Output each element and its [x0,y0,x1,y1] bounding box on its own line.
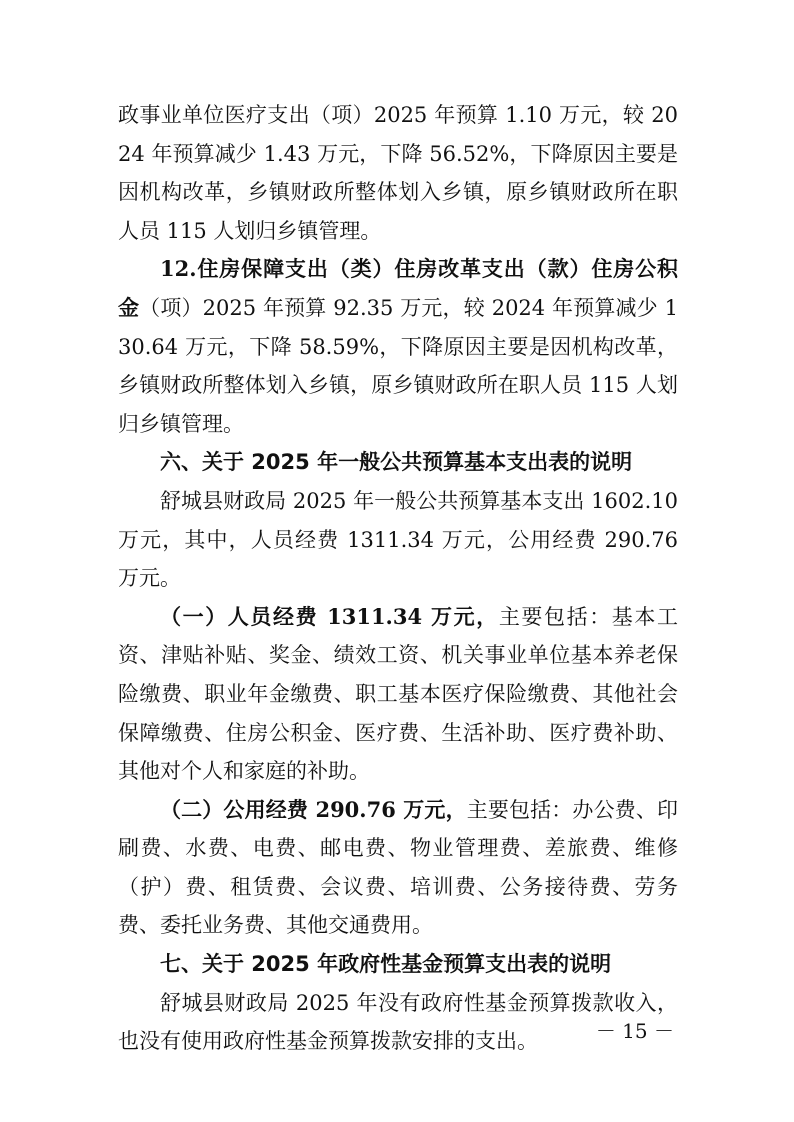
page-number: － 15 － [595,1019,674,1043]
paragraph-public-expense [118,791,678,945]
housing-fund-item-title: 12.住房保障支出（类）住房改革支出（款）住房公积金 [118,256,678,320]
paragraph-personnel-expense [118,598,678,791]
paragraph-basic-expense-summary: 舒城县财政局 2025 年一般公共预算基本支出 1602.10 万元，其中，人员经费 1311.34 万元，公用经费 290.76 万元。 [118,488,678,591]
section-heading-6: 六、关于 2025 年一般公共预算基本支出表的说明 [160,450,633,475]
personnel-expense-title: （一）人员经费 1311.34 万元， [160,603,499,629]
personnel-expense-text: 主要包括：基本工资、津贴补贴、奖金、绩效工资、机关事业单位基本养老保险缴费、职业年金缴费、职工基本医疗保险缴费、其他社会保障缴费、住房公积金、医疗费、生活补助、医疗费补助、其他对个人和家庭的补助。 [118,604,679,784]
public-expense-text: 主要包括：办公费、印刷费、水费、电费、邮电费、物业管理费、差旅费、维修（护）费、租赁费、会议费、培训费、公务接待费、劳务费、委托业务费、其他交通费用。 [118,797,679,938]
paragraph-housing-fund [118,250,678,443]
section-heading-7: 七、关于 2025 年政府性基金预算支出表的说明 [160,952,612,977]
paragraph-government-fund: 舒城县财政局 2025 年没有政府性基金预算拨款收入，也没有使用政府性基金预算拨款安排的支出。 [118,990,678,1054]
paragraph-medical-expense: 政事业单位医疗支出（项）2025 年预算 1.10 万元，较 2024 年预算减少 1.43 万元，下降 56.52%，下降原因主要是因机构改革，乡镇财政所整体划入乡镇，原乡镇财政所在职人员 115 人划归乡镇管理。 [118,103,678,243]
housing-fund-item-text: （项）2025 年预算 92.35 万元，较 2024 年预算减少 130.64 万元，下降 58.59%，下降原因主要是因机构改革，乡镇财政所整体划入乡镇，原乡镇财政所在职人员 115 人划归乡镇管理。 [118,295,679,436]
document-body [118,96,678,1061]
public-expense-title: （二）公用经费 290.76 万元， [160,796,467,822]
